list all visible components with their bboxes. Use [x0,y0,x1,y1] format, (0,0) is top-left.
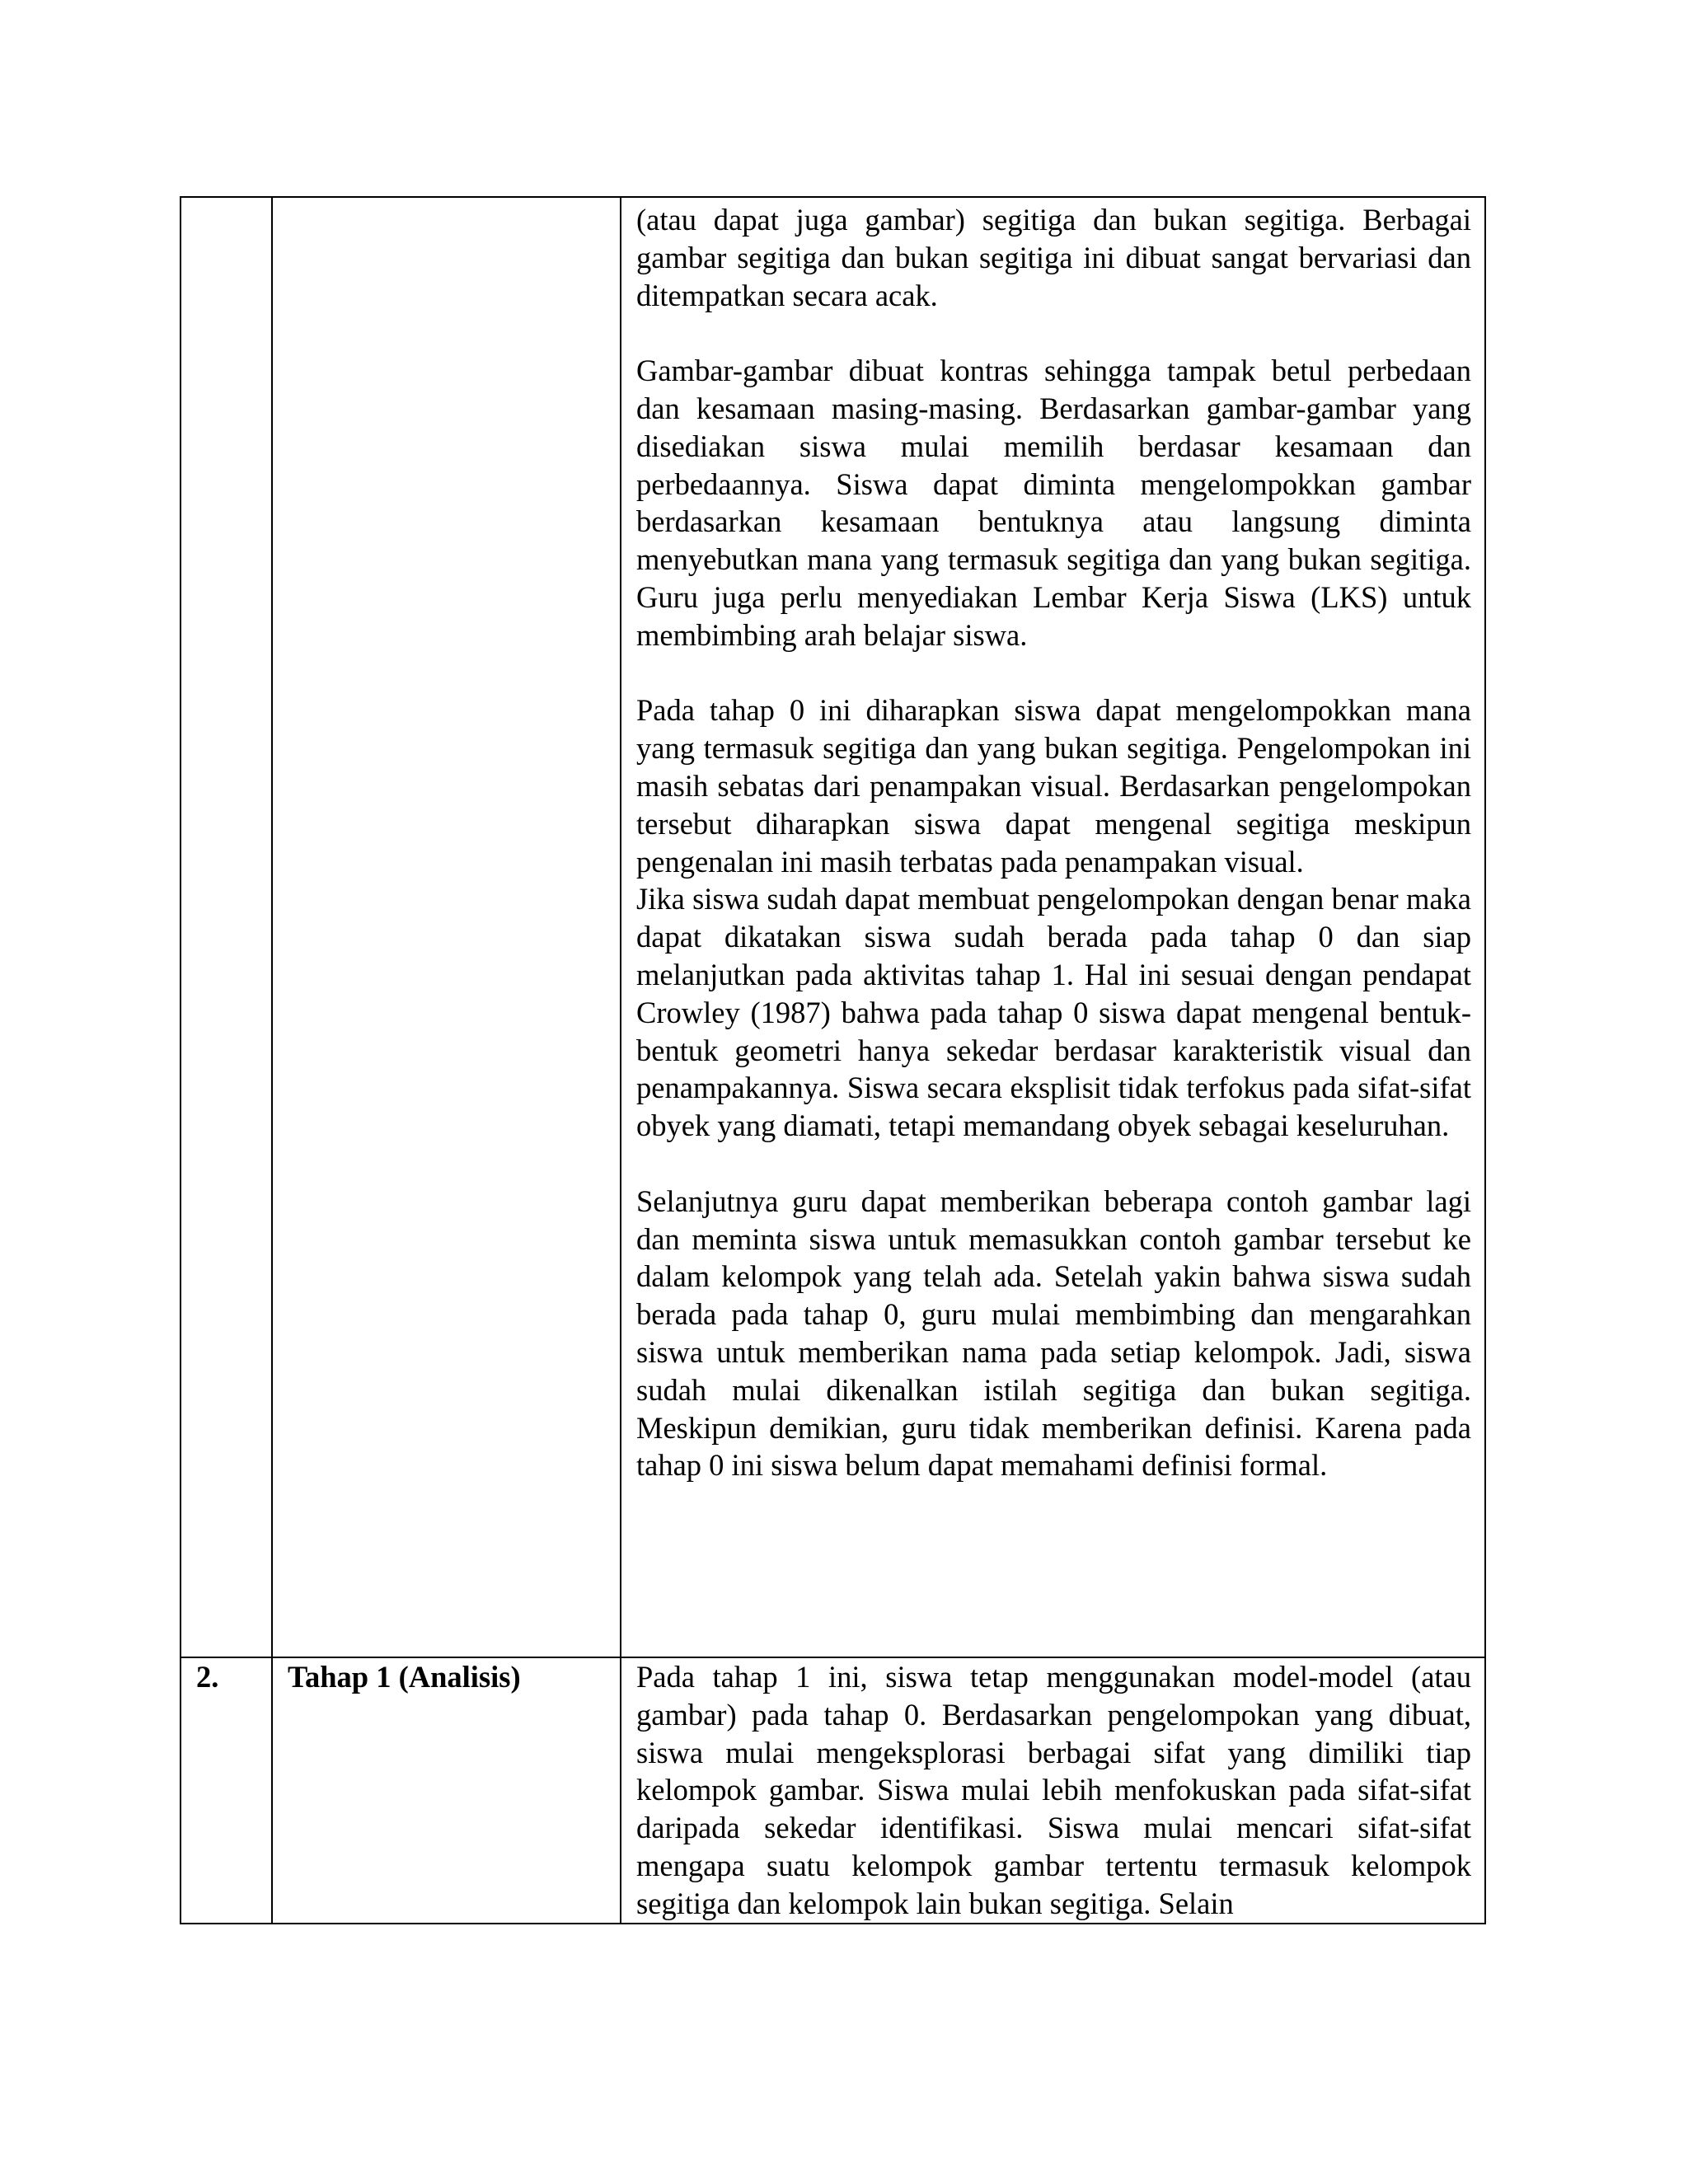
number-cell [181,197,272,1657]
paragraph: Gambar-gambar dibuat kontras sehingga tampak betul perbedaan dan kesamaan masing-masing. Berdasarkan gambar-gambar yang disediakan siswa mulai memilih berdasar kesamaan dan perbedaannya. Siswa dapat diminta mengelompokkan gambar berdasarkan kesamaan bentuknya atau langsung diminta menyebutkan mana yang termasuk segitiga dan yang bukan segitiga. Guru juga perlu menyediakan Lembar Kerja Siswa (LKS) untuk membimbing arah belajar siswa. [636,354,1471,652]
description-cell [621,1657,1485,1924]
number-cell [181,1657,272,1924]
description-cell [621,197,1485,1657]
description-text [621,198,1484,1484]
table-row [181,197,1485,1657]
paragraph: Jika siswa sudah dapat membuat pengelompokan dengan benar maka dapat dikatakan siswa sudah berada pada tahap 0 dan siap melanjutkan pada aktivitas tahap 1. Hal ini sesuai dengan pendapat Crowley (1987) bahwa pada tahap 0 siswa dapat mengenal bentuk-bentuk geometri hanya sekedar berdasar karakteristik visual dan penampakannya. Siswa secara eksplisit tidak terfokus pada sifat-sifat obyek yang diamati, tetapi memandang obyek sebagai keseluruhan. [636,882,1471,1143]
paragraph: (atau dapat juga gambar) segitiga dan bukan segitiga. Berbagai gambar segitiga dan bukan segitiga ini dibuat sangat bervariasi dan ditempatkan secara acak. [636,203,1471,312]
stage-cell [272,1657,621,1924]
paragraph: Pada tahap 0 ini diharapkan siswa dapat mengelompokkan mana yang termasuk segitiga dan yang bukan segitiga. Pengelompokan ini masih sebatas dari penampakan visual. Berdasarkan pengelompokan tersebut diharapkan siswa dapat mengenal segitiga meskipun pengenalan ini masih terbatas pada penampakan visual. [636,693,1471,879]
paragraph: Selanjutnya guru dapat memberikan beberapa contoh gambar lagi dan meminta siswa untuk memasukkan contoh gambar tersebut ke dalam kelompok yang telah ada. Setelah yakin bahwa siswa sudah berada pada tahap 0, guru mulai membimbing dan mengarahkan siswa untuk memberikan nama pada setiap kelompok. Jadi, siswa sudah mulai dikenalkan istilah segitiga dan bukan segitiga. Meskipun demikian, guru tidak memberikan definisi. Karena pada tahap 0 ini siswa belum dapat memahami definisi formal. [636,1183,1471,1483]
row-number: 2. [196,1660,219,1694]
description-text [621,1658,1484,1923]
van-hiele-stage-table [180,196,1486,1924]
table-row [181,1657,1485,1924]
paragraph: Pada tahap 1 ini, siswa tetap menggunakan model-model (atau gambar) pada tahap 0. Berdasarkan pengelompokan yang dibuat, siswa mulai mengeksplorasi berbagai sifat yang dimiliki tiap kelompok gambar. Siswa mulai lebih menfokuskan pada sifat-sifat daripada sekedar identifikasi. Siswa mulai mencari sifat-sifat mengapa suatu kelompok gambar tertentu termasuk kelompok segitiga dan kelompok lain bukan segitiga. Selain [636,1660,1471,1920]
stage-cell [272,197,621,1657]
stage-name: Tahap 1 (Analisis) [288,1660,521,1694]
